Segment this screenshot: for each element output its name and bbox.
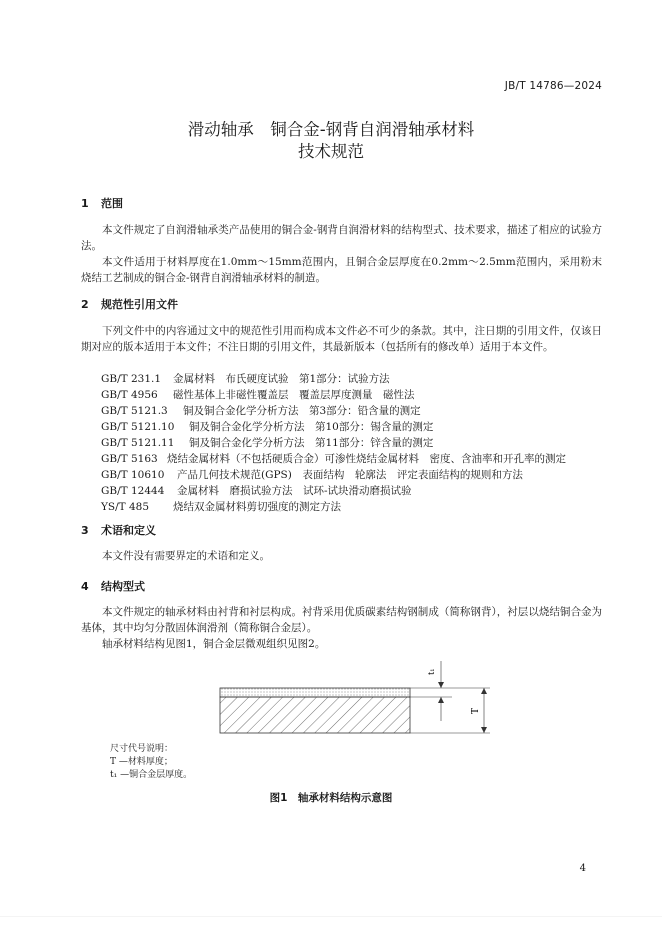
section-2-heading — [81, 296, 178, 312]
section-title: 结构型式 — [101, 580, 145, 593]
section-4-paragraph-1: 本文件规定的轴承材料由衬背和衬层构成。衬背采用优质碳素结构钢制成（简称钢背），衬层以烧结铜合金为基体，其中均匀分散固体润滑剂（简称铜合金层）。 — [81, 606, 602, 634]
reference-item — [101, 451, 566, 467]
reference-title: 烧结金属材料（不包括硬质合金）可渗性烧结金属材料 密度、含油率和开孔率的测定 — [167, 453, 566, 465]
document-title-line1: 滑动轴承 铜合金-钢背自润滑轴承材料 — [187, 120, 475, 139]
bearing-structure-figure — [200, 655, 510, 745]
T-arrow-top — [481, 688, 487, 694]
section-3-paragraph-1: 本文件没有需要界定的术语和定义。 — [102, 550, 270, 562]
figure-note: T —材料厚度； — [110, 757, 173, 767]
t1-arrow-top — [438, 682, 444, 688]
standard-code: JB/T 14786—2024 — [504, 80, 602, 92]
section-1-paragraph-1: 本文件规定了自润滑轴承类产品使用的铜合金-钢背自润滑材料的结构型式、技术要求，描述了相应的试验方法。 — [81, 224, 602, 252]
reference-title: 金属材料 布氏硬度试验 第1部分：试验方法 — [173, 373, 390, 385]
reference-code: GB/T 5121.10 — [101, 421, 175, 433]
reference-item — [101, 467, 523, 483]
reference-item — [101, 499, 341, 515]
steel-backing-layer — [220, 697, 410, 733]
reference-title: 铜及铜合金化学分析方法 第10部分：锡含量的测定 — [189, 421, 434, 433]
section-title: 规范性引用文件 — [101, 298, 178, 311]
T-label: T — [471, 707, 481, 714]
section-number: 1 — [81, 197, 89, 210]
reference-title: 产品几何技术规范(GPS) 表面结构 轮廓法 评定表面结构的规则和方法 — [177, 469, 523, 481]
section-title: 术语和定义 — [101, 524, 156, 537]
reference-code: YS/T 485 — [101, 501, 150, 513]
reference-code: GB/T 5163 — [101, 453, 158, 465]
t1-label: t₁ — [427, 668, 436, 675]
reference-item — [101, 371, 390, 387]
figure-caption: 图1 轴承材料结构示意图 — [269, 792, 393, 804]
footer-divider — [0, 916, 662, 917]
figure-note: t₁ —铜合金层厚度。 — [110, 770, 193, 780]
reference-code: GB/T 12444 — [101, 485, 165, 497]
copper-alloy-layer — [220, 688, 410, 697]
reference-title: 铜及铜合金化学分析方法 第11部分：锌含量的测定 — [189, 437, 434, 449]
reference-code: GB/T 5121.11 — [101, 437, 175, 449]
reference-title: 金属材料 磨损试验方法 试环-试块滑动磨损试验 — [177, 485, 412, 497]
reference-title: 铜及铜合金化学分析方法 第3部分：铅含量的测定 — [183, 405, 421, 417]
section-number: 2 — [81, 298, 89, 311]
t1-arrow-bottom — [438, 697, 444, 703]
T-arrow-bottom — [481, 727, 487, 733]
section-3-heading — [81, 522, 156, 538]
section-number: 4 — [81, 580, 89, 593]
reference-code: GB/T 4956 — [101, 389, 158, 401]
section-4-heading — [81, 578, 145, 594]
section-2-paragraph-1: 下列文件中的内容通过文中的规范性引用而构成本文件必不可少的条款。其中，注日期的引用文件，仅该日期对应的版本适用于本文件；不注日期的引用文件，其最新版本（包括所有的修改单）适用于本文件。 — [81, 325, 602, 353]
section-1-paragraph-2: 本文件适用于材料厚度在1.0mm～15mm范围内，且铜合金层厚度在0.2mm～2.5mm范围内，采用粉末烧结工艺制成的铜合金-钢背自润滑轴承材料的制造。 — [81, 256, 602, 284]
reference-title: 烧结双金属材料剪切强度的测定方法 — [173, 501, 341, 513]
section-number: 3 — [81, 524, 89, 537]
reference-code: GB/T 10610 — [101, 469, 165, 481]
reference-code: GB/T 5121.3 — [101, 405, 168, 417]
reference-item — [101, 435, 433, 451]
section-4-paragraph-2: 轴承材料结构见图1，铜合金层微观组织见图2。 — [102, 638, 326, 650]
section-1-heading — [81, 195, 123, 211]
reference-item — [101, 387, 415, 403]
reference-item — [101, 483, 412, 499]
reference-code: GB/T 231.1 — [101, 373, 162, 385]
page-number: 4 — [579, 863, 586, 874]
section-title: 范围 — [101, 197, 123, 210]
figure-note: 尺寸代号说明： — [110, 744, 174, 754]
document-title-line2: 技术规范 — [298, 142, 364, 161]
reference-item — [101, 403, 421, 419]
reference-item — [101, 419, 433, 435]
reference-title: 磁性基体上非磁性覆盖层 覆盖层厚度测量 磁性法 — [173, 389, 415, 401]
